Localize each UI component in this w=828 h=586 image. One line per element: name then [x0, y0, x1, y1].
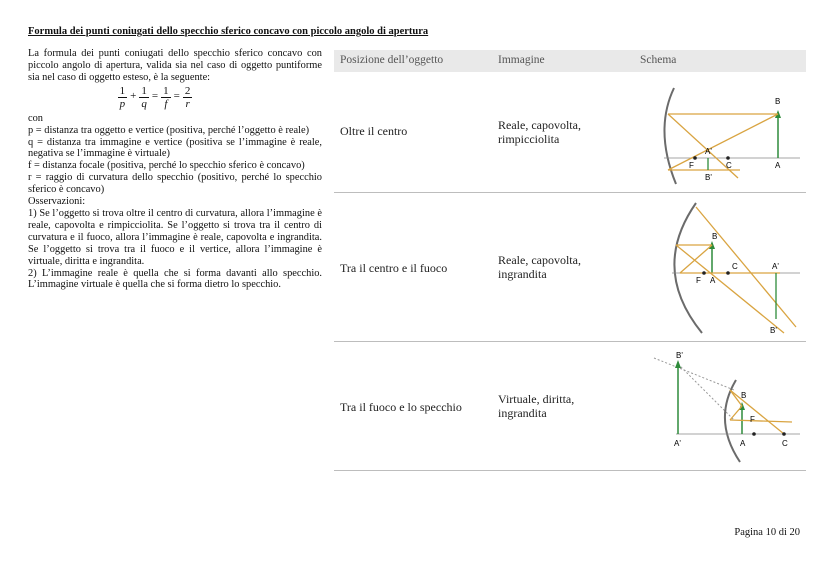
numerator: 2 — [184, 84, 191, 97]
definition-r: r = raggio di curvatura dello specchio (positivo, perché lo specchio sferico è concavo) — [28, 172, 322, 196]
numerator: 1 — [119, 84, 126, 97]
definition-f: f = distanza focale (positiva, perché lo specchio sferico è concavo) — [28, 160, 305, 172]
definition-q: q = distanza tra immagine e vertice (positiva se l’immagine è reale, negativa se l’immagine è virtuale) — [28, 136, 322, 160]
denominator: f — [164, 97, 168, 110]
light-ray — [696, 207, 796, 327]
fraction-1-over-p — [118, 85, 128, 110]
focus-point — [693, 156, 697, 160]
label-c: C — [726, 161, 732, 170]
label-b-prime: B' — [676, 351, 683, 360]
focus-point — [702, 271, 706, 275]
label-a: A — [710, 276, 716, 285]
light-ray — [668, 114, 778, 170]
row-image-description — [498, 392, 608, 420]
light-ray — [730, 390, 784, 434]
label-f: F — [750, 415, 755, 424]
equals-sign: = — [173, 90, 180, 103]
table-row — [334, 72, 806, 193]
label-b: B — [775, 97, 781, 106]
observations-label: Osservazioni: — [28, 196, 86, 208]
row-image-description — [498, 118, 608, 146]
focus-point — [752, 432, 756, 436]
conjugate-points-formula — [28, 85, 322, 110]
con-label: con — [28, 112, 44, 124]
label-c: C — [732, 262, 738, 271]
header-image: Immagine — [498, 54, 545, 66]
center-point — [782, 432, 786, 436]
virtual-image-arrowhead — [675, 360, 681, 368]
virtual-ray-extension — [654, 358, 734, 390]
header-position: Posizione dell’oggetto — [340, 54, 444, 66]
label-b: B — [741, 391, 747, 400]
denominator: p — [119, 97, 126, 110]
label-a-prime: A' — [705, 147, 712, 156]
text-column — [28, 48, 322, 291]
intro-paragraph: La formula dei punti coniugati dello specchio sferico concavo con piccolo angolo di apertura, valida sia nel caso di oggetto puntiforme sia nel caso di oggetto esteso, è la seguente: — [28, 48, 322, 83]
concave-mirror — [674, 203, 702, 333]
label-a-prime: A' — [772, 262, 779, 271]
image-cases-table — [334, 50, 806, 470]
center-point — [726, 271, 730, 275]
label-f: F — [689, 161, 694, 170]
scheme-diagram — [650, 350, 806, 468]
light-ray — [730, 420, 792, 422]
image-line-2: ingrandita — [498, 267, 547, 281]
light-ray — [730, 406, 742, 420]
image-line-2: ingrandita — [498, 406, 547, 420]
label-b: B — [712, 232, 718, 241]
plus-sign: + — [130, 90, 137, 103]
observation-1: 1) Se l’oggetto si trova oltre il centro di curvatura, allora l’immagine è reale, capovolta e rimpicciolita. Se l’oggetto si trova tra il centro di curvatura e il fuoco, allora l’immagine è reale, capovolta e ingrandita. Se l’oggetto si trova tra il fuoco e il vertice, allora l’immagine è virtuale, diritta e ingrandita. — [28, 207, 322, 267]
table-row — [334, 342, 806, 471]
scheme-diagram — [650, 199, 806, 339]
image-line-1: Reale, capovolta, — [498, 118, 581, 132]
row-position: Tra il centro e il fuoco — [340, 261, 448, 275]
fraction-1-over-q — [139, 85, 149, 110]
row-position: Oltre il centro — [340, 124, 408, 138]
center-point — [726, 156, 730, 160]
label-a-prime: A' — [674, 439, 681, 448]
row-image-description — [498, 253, 608, 281]
image-line-1: Virtuale, diritta, — [498, 392, 575, 406]
fraction-2-over-r — [183, 85, 193, 110]
denominator: r — [185, 97, 190, 110]
page-title: Formula dei punti coniugati dello specchio sferico concavo con piccolo angolo di apertura — [28, 26, 429, 37]
image-line-2: rimpicciolita — [498, 132, 560, 146]
label-f: F — [696, 276, 701, 285]
table-row — [334, 193, 806, 342]
fraction-1-over-f — [161, 85, 171, 110]
label-b-prime: B' — [770, 326, 777, 335]
equals-sign: = — [151, 90, 159, 103]
numerator: 1 — [141, 84, 147, 97]
table-header — [334, 50, 806, 72]
observation-2: 2) L’immagine reale è quella che si forma davanti allo specchio. L’immagine virtuale è quella che si forma dietro lo specchio. — [28, 267, 322, 291]
label-c: C — [782, 439, 788, 448]
label-a: A — [740, 439, 746, 448]
definition-p: p = distanza tra oggetto e vertice (positiva, perché l’oggetto è reale) — [28, 124, 310, 136]
image-line-1: Reale, capovolta, — [498, 253, 581, 267]
light-ray — [680, 245, 712, 273]
label-a: A — [775, 161, 781, 170]
label-b-prime: B' — [705, 173, 712, 182]
numerator: 1 — [163, 84, 169, 97]
row-position: Tra il fuoco e lo specchio — [340, 400, 462, 414]
page-number: Pagina 10 di 20 — [734, 527, 800, 538]
denominator: q — [141, 97, 147, 110]
scheme-diagram — [650, 74, 806, 190]
header-scheme: Schema — [640, 54, 677, 66]
